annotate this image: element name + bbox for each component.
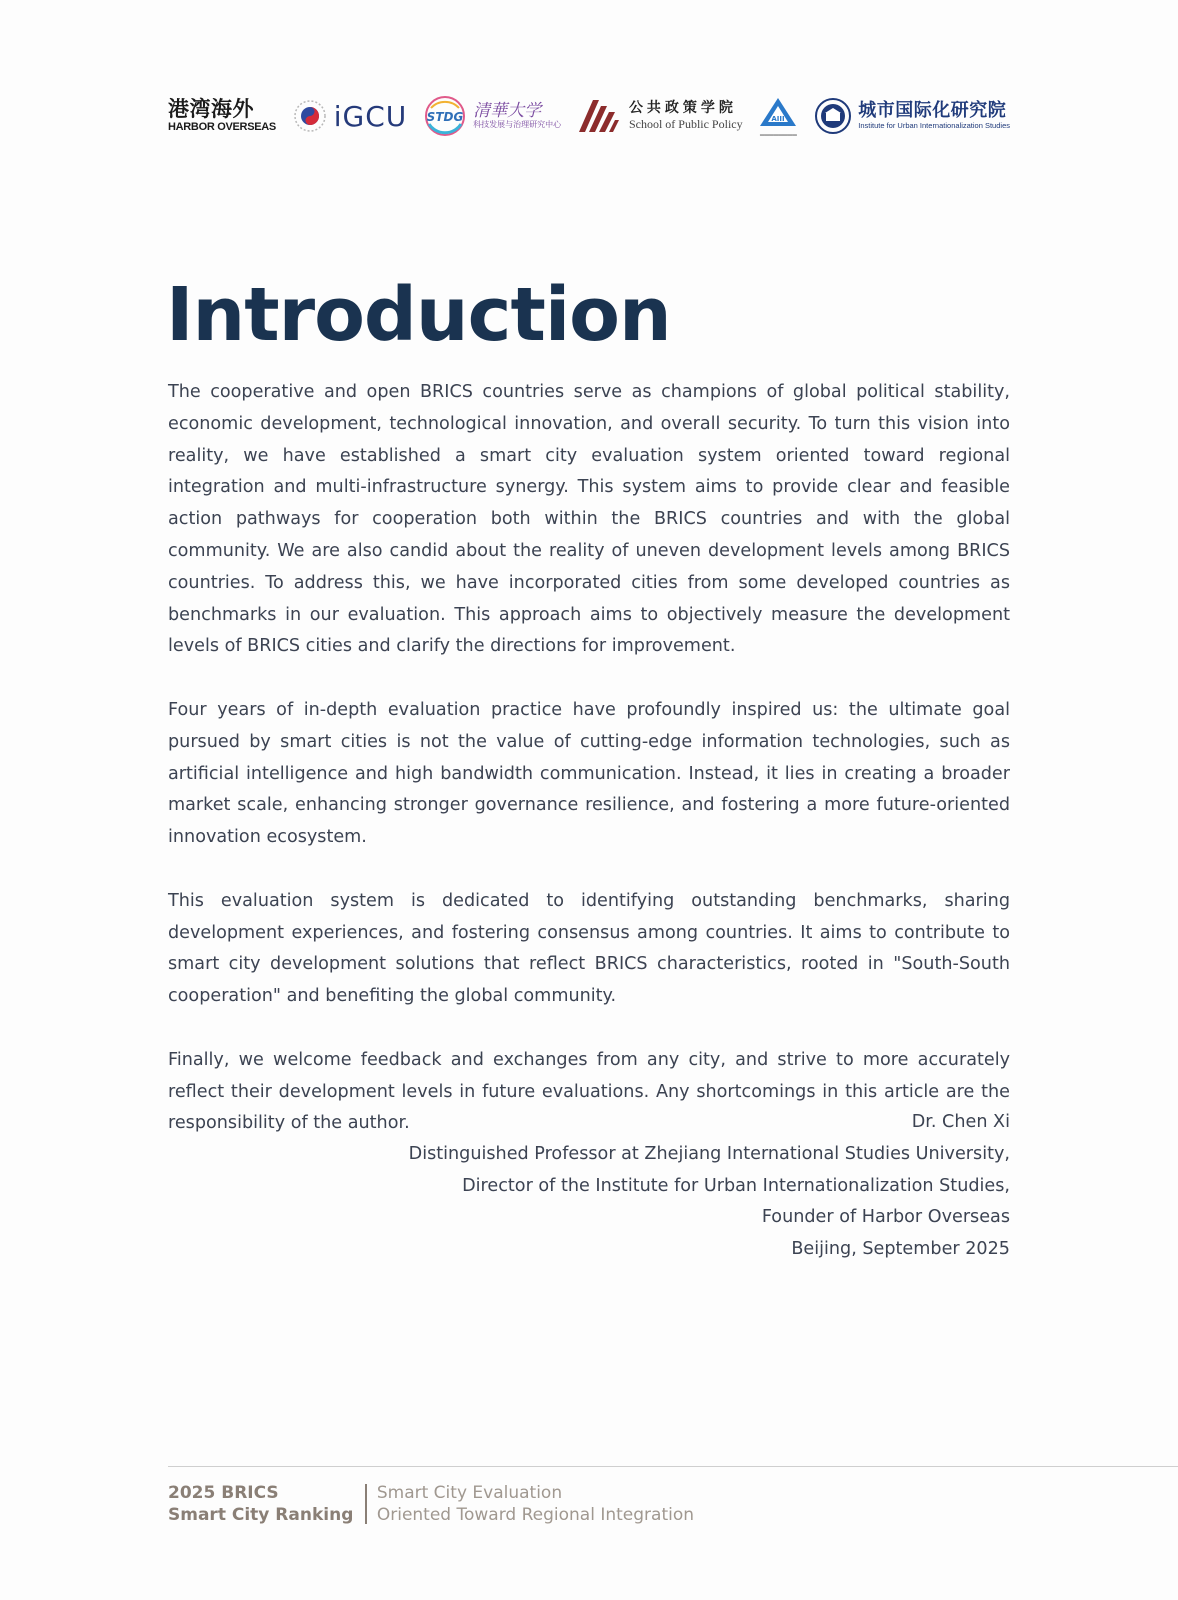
author-title-line: Founder of Harbor Overseas [761,1207,1010,1228]
harbor-logo-en: HARBOR OVERSEAS [168,121,276,133]
paragraph: Finally, we welcome feedback and exchanges from any city, and strive to more accurately reflect their development levels in future evaluations. Any shortcomings in this article are the responsibility of the author. [168,1049,1010,1134]
footer-subtitle-line: Oriented Toward Regional Integration [376,1505,695,1525]
aii-triangle-icon [758,96,798,128]
stdg-tsinghua-logo [423,94,561,138]
partner-logo-strip [168,94,1010,138]
footer-report-year: 2025 BRICS [168,1483,279,1503]
public-policy-emblem-icon [577,98,621,134]
public-policy-logo-cn: 公共政策学院 [628,99,737,116]
public-policy-logo-en: School of Public Policy [628,117,743,132]
place-date: Beijing, September 2025 [791,1239,1010,1260]
aii-logo [758,96,798,136]
stdg-badge-text: STDG [426,110,464,124]
igcu-logo-text: iGCU [333,99,408,133]
footer-report-title: Smart City Ranking [168,1505,354,1525]
iuis-logo [814,97,1010,135]
paragraph: Four years of in-depth evaluation practice have profoundly inspired us: the ultimate goal pursued by smart cities is not the value of cutting-edge information technologies, such as artificial intelligence and high bandwidth communication. Instead, it lies in creating a broader market scale, enhancing stronger governance resilience, and fostering a more future-oriented innovation ecosystem. [168,699,1010,848]
author-name: Dr. Chen Xi [911,1112,1010,1132]
igcu-emblem-icon [292,98,328,134]
tsinghua-logo-sub: 科技发展与治理研究中心 [473,119,562,129]
paragraph: The cooperative and open BRICS countries serve as champions of global political stability, economic development, technological innovation, and overall security. To turn this vision into reality, we have established a smart city evaluation system oriented toward regional integration and multi-infrastructure synergy. This system aims to provide clear and feasible action pathways for cooperation both within the BRICS countries and with the global community. We are also candid about the reality of uneven development levels among BRICS countries. To address this, we have incorporated cities from some developed countries as benchmarks in our evaluation. This approach aims to objectively measure the development levels of BRICS cities and clarify the directions for improvement. [168,382,1010,657]
harbor-logo-cn: 港湾海外 [168,97,254,121]
author-title-line: Director of the Institute for Urban Internationalization Studies, [462,1175,1010,1196]
page-footer [168,1482,694,1526]
harbor-overseas-logo [168,99,276,133]
tsinghua-logo-cn: 清華大学 [473,101,542,122]
public-policy-logo [577,98,743,134]
footer-subtitle-line: Smart City Evaluation [376,1483,563,1503]
introduction-body [168,377,1010,1172]
page-title: Introduction [166,272,671,358]
paragraph: This evaluation system is dedicated to identifying outstanding benchmarks, sharing development experiences, and fostering consensus among countries. It aims to contribute to smart city development solutions that reflect BRICS characteristics, rooted in "South-South cooperation" and benefiting the global community. [168,890,1010,1007]
stdg-badge-icon [423,94,467,138]
aii-mark-text: AIII [771,115,786,123]
footer-separator [365,1484,367,1524]
footer-subtitle [377,1482,694,1526]
aii-logo-label: ▁▁▁▁▁▁▁▁ [759,130,797,136]
author-title-line: Distinguished Professor at Zhejiang International Studies University, [408,1143,1010,1164]
iuis-seal-icon [814,97,852,135]
author-signature [409,1107,1010,1266]
iuis-logo-cn: 城市国际化研究院 [858,100,1007,122]
footer-report-name [168,1482,353,1526]
footer-divider [168,1466,1178,1467]
iuis-logo-en: Institute for Urban Internationalization Studies [858,121,1010,131]
igcu-logo [292,98,408,134]
